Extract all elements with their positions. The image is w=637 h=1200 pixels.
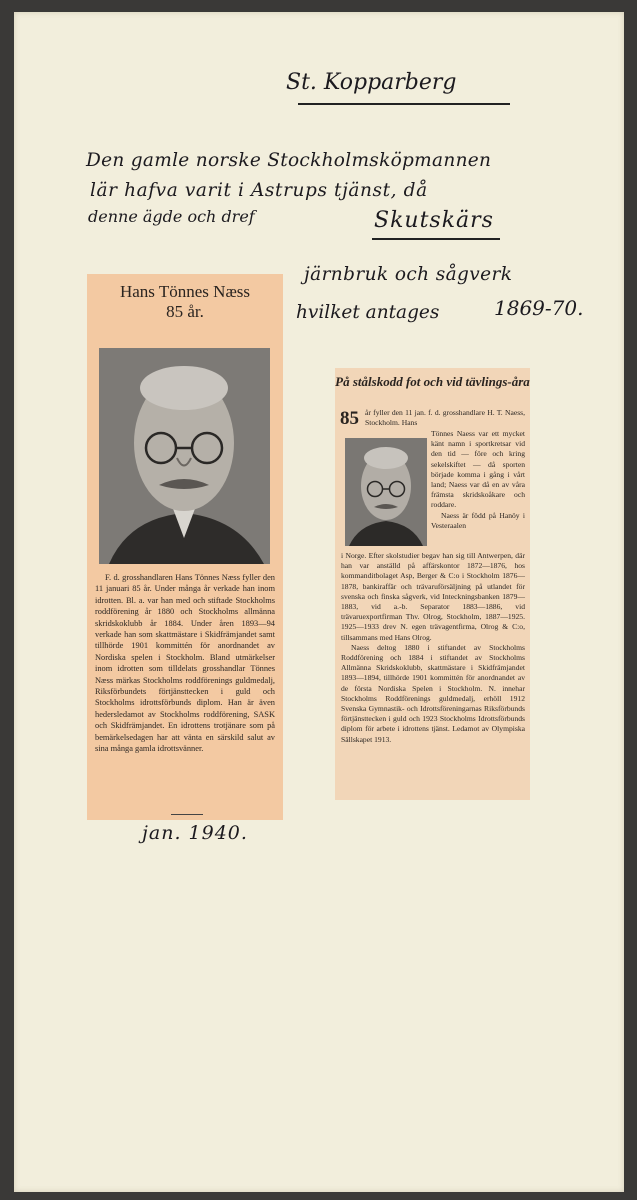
note-line-2: lär hafva varit i Astrups tjänst, då [90, 180, 428, 201]
note-line-1: Den gamle norske Stockholmsköpmannen [86, 150, 492, 171]
place-name: Skutskärs [374, 208, 494, 233]
place-underline [372, 238, 500, 240]
archive-sheet [14, 12, 624, 1192]
body-paragraph-2: Naess deltog 1880 i stiftandet av Stockholms Roddförening och 1884 i stiftandet av Stockholms Allmänna Skridskoklubb, skattmästare i Skidfrämjandet 1893—1894, tillhörde 1901 kommittén för anordnandet av de första Nordiska Spelen i Stockholm. N. innehar Stockholms Roddförenings guldmedalj, erhöll 1912 Svenska Gymnastik- och Idrottsföreningarnas Riksförbunds förtjänsttecken i guld och 1923 Stockholms Idrottsförbunds diplom för arbete i idrottens tjänst. Ledamot av Olympiska Sällskapet 1913. [341, 642, 525, 744]
county-underline [298, 103, 510, 105]
clipping-right-headline: På stålskodd fot och vid tävlings-åra [335, 374, 530, 389]
note-line-5: hvilket antages [296, 302, 440, 323]
portrait-photo-left [99, 348, 270, 564]
clipping-right-lead: år fyller den 11 jan. f. d. grosshandlare H. T. Naess, Stockholm. Hans [365, 408, 525, 428]
clipping-left-headline [87, 282, 283, 322]
side-paragraph-2: Naess är född på Hanöy i Vesteraalen [431, 510, 525, 530]
note-year: 1869-70. [494, 296, 584, 320]
clipping-left-text: F. d. grosshandlaren Hans Tönnes Næss fyller den 11 januari 85 år. Under många år verkade han inom idrotten. Bl. a. var han med och stiftade Stockholms roddförening år 1880 och Stockholms allmänna skridskoklubb år 1884. Under åren 1893—94 verkade han som skattmästare i Skidfrämjandet samt tillhörde 1901 kommittén för anordnandet av Nordiska spelen i Stockholm. Bland utmärkelser inom idrotten som tilldelats grosshandlar Tönnes Næss märkas Stockholms roddförenings guldmedalj, Riksförbundets förtjänsttecken i guld och Stockholms idrottsförbunds diplom. Han är även hedersledamot av Stockholms roddförening, SASK och Skidfrämjandet. En idrottens trotjänare som på bemärkelsedagen har att vänta en särskild salut av sina många gamla idrottsvänner. [95, 573, 275, 754]
portrait-photo-right [345, 438, 427, 546]
headline-name: Hans Tönnes Næss [119, 282, 251, 301]
date-note: jan. 1940. [142, 822, 248, 844]
side-paragraph-1: Tönnes Naess var ett mycket känt namn i sportkretsar vid den tid — före och kring sekelskiftet — då sporten började komma i gång i vårt land; Naess var då en av våra främsta skridskoåkare och roddare. [431, 429, 525, 510]
clipping-left-end-rule [171, 814, 203, 815]
clipping-left [87, 274, 283, 820]
age-number: 85 [340, 408, 359, 429]
portrait-figure-left [99, 348, 270, 564]
headline-age: 85 år. [166, 302, 204, 321]
clipping-right-side-text [431, 429, 525, 531]
note-line-3: denne ägde och dref [88, 207, 255, 226]
note-line-4: järnbruk och sågverk [304, 264, 513, 285]
body-paragraph-1: i Norge. Efter skolstudier begav han sig till Antwerpen, där han var anställd på affärskontor 1872—1876, hos kommanditbolaget Asp, Berger & C:o i Stockholm 1876—1878, bankiraffär och trävaruförsäljning på utlandet för svenska och finska sågverk, vid Inteckningsbanken 1879—1883, vid a.-b. Separator 1883—1886, vid trävaruexportfirman Thv. Olrog, Stockholm, 1887—1925. 1925—1933 drev N. egen trävagentfirma, Olrog & C:o, tillsammans med Hans Olrog. [341, 551, 525, 642]
clipping-right-body [341, 551, 525, 745]
portrait-figure-right [345, 438, 427, 546]
clipping-right [335, 368, 530, 800]
county-heading: St. Kopparberg [286, 70, 457, 95]
